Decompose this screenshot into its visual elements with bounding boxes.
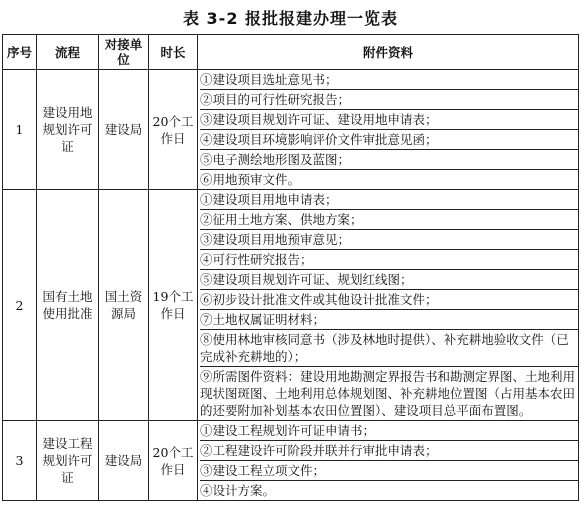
cell-dept: 建设局 (99, 70, 149, 190)
header-process: 流程 (37, 35, 99, 70)
table-row (3, 421, 579, 501)
doc-item: ⑤建设项目规划许可证、规划红线图； (200, 270, 578, 290)
doc-item: ④设计方案。 (200, 483, 276, 498)
table-row (3, 190, 579, 421)
cell-process: 建设用地规划许可证 (37, 70, 99, 190)
header-row (3, 35, 579, 70)
cell-docs (198, 421, 579, 501)
doc-item: ②项目的可行性研究报告； (200, 90, 578, 110)
table-title: 表 3-2 报批报建办理一览表 (182, 9, 399, 28)
header-dept: 对接单位 (99, 35, 149, 70)
cell-duration: 19个工作日 (149, 190, 198, 421)
header-seq: 序号 (3, 35, 37, 70)
cell-duration: 20个工作日 (149, 421, 198, 501)
table-row (3, 70, 579, 190)
cell-seq: 2 (3, 190, 37, 421)
cell-seq: 3 (3, 421, 37, 501)
doc-item: ⑥初步设计批准文件或其他设计批准文件； (200, 290, 578, 310)
cell-process: 建设工程规划许可证 (37, 421, 99, 501)
cell-docs (198, 190, 579, 421)
doc-item: ③建设项目规划许可证、建设用地申请表； (200, 110, 578, 130)
doc-item: ⑧使用林地审核同意书（涉及林地时提供）、补充耕地验收文件（已完成补充耕地的）； (200, 330, 578, 367)
doc-item: ⑤电子测绘地形图及蓝图； (200, 150, 578, 170)
doc-item: ②征用土地方案、供地方案； (200, 210, 578, 230)
cell-dept: 建设局 (99, 421, 149, 501)
doc-item: ②工程建设许可阶段并联并行审批申请表； (200, 441, 578, 461)
header-docs: 附件资料 (198, 35, 579, 70)
doc-item: ④建设项目环境影响评价文件审批意见函； (200, 130, 578, 150)
cell-dept: 国土资源局 (99, 190, 149, 421)
doc-item: ⑥用地预审文件。 (200, 172, 301, 187)
cell-process: 国有土地使用批准 (37, 190, 99, 421)
header-duration: 时长 (149, 35, 198, 70)
doc-item: ①建设项目用地申请表； (200, 190, 578, 210)
cell-duration: 20个工作日 (149, 70, 198, 190)
doc-item: ⑦土地权属证明材料； (200, 310, 578, 330)
doc-item: ③建设工程立项文件； (200, 461, 578, 481)
doc-item: ④可行性研究报告； (200, 250, 578, 270)
approval-table (2, 34, 579, 501)
doc-item: ③建设项目用地预审意见； (200, 230, 578, 250)
cell-docs (198, 70, 579, 190)
doc-item: ①建设项目选址意见书； (200, 70, 578, 90)
cell-seq: 1 (3, 70, 37, 190)
doc-item: ⑨所需图件资料：建设用地勘测定界报告书和勘测定界图、土地利用现状图斑图、土地利用总体规划图、补充耕地位置图（占用基本农田的还要附加补划基本农田位置图）、建设项目总平面布置图。 (200, 369, 576, 418)
doc-item: ①建设工程规划许可证申请书； (200, 421, 578, 441)
